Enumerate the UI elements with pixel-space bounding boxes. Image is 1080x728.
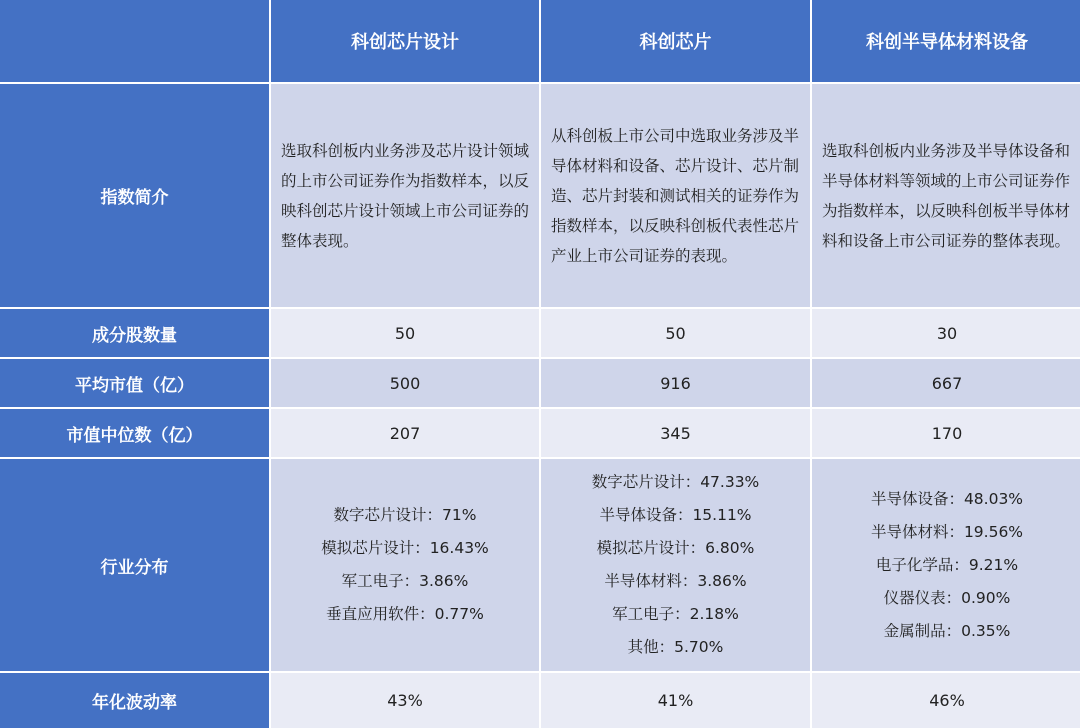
list-item: 模拟芯片设计：6.80% [596,539,755,557]
row-label-intro: 指数简介 [0,84,269,307]
list-item: 军工电子：3.86% [341,572,469,590]
table-cell: 170 [812,409,1080,457]
header-corner [0,0,269,82]
list-item: 半导体材料：19.56% [870,522,1024,541]
intro-semiconductor [812,84,1080,307]
list-item: 数字芯片设计：47.33% [591,473,760,491]
intro-chip [541,84,810,307]
list-item: 半导体材料：3.86% [604,572,747,590]
intro-chip-design [271,84,539,307]
table-cell: 46% [812,673,1080,728]
list-item: 半导体设备：48.03% [870,489,1024,508]
table-cell: 207 [271,409,539,457]
list-item: 半导体设备：15.11% [599,506,752,524]
table-cell: 916 [541,359,810,407]
intro-text: 选取科创板内业务涉及半导体设备和半导体材料等领域的上市公司证券作为指数样本，以反映科创板半导体材料和设备上市公司证券的整体表现。 [822,141,1071,250]
table-cell: 667 [812,359,1080,407]
list-item: 电子化学品：9.21% [875,555,1019,574]
row-label-median-market-cap: 市值中位数（亿） [0,409,269,457]
table-cell: 345 [541,409,810,457]
header-chip-design: 科创芯片设计 [271,0,539,82]
list-item: 数字芯片设计：71% [333,506,477,524]
industry-list-semiconductor [812,459,1080,671]
table-cell: 50 [541,309,810,357]
header-chip: 科创芯片 [541,0,810,82]
row-label-avg-market-cap: 平均市值（亿） [0,359,269,407]
list-item: 模拟芯片设计：16.43% [321,539,489,557]
list-item: 垂直应用软件：0.77% [326,605,484,623]
table-cell: 43% [271,673,539,728]
table-cell: 41% [541,673,810,728]
header-semiconductor-materials-equipment: 科创半导体材料设备 [812,0,1080,82]
list-item: 金属制品：0.35% [883,621,1011,640]
industry-list-chip-design [271,459,539,671]
row-label-industry-distribution: 行业分布 [0,459,269,671]
table-cell: 50 [271,309,539,357]
table-cell: 500 [271,359,539,407]
list-item: 仪器仪表：0.90% [883,588,1011,607]
list-item: 军工电子：2.18% [612,605,739,623]
list-item: 其他：5.70% [627,638,724,656]
intro-text: 从科创板上市公司中选取业务涉及半导体材料和设备、芯片设计、芯片制造、芯片封装和测试相关的证券作为指数样本，以反映科创板代表性芯片产业上市公司证券的表现。 [551,126,800,265]
row-label-annualized-volatility: 年化波动率 [0,673,269,728]
table-cell: 30 [812,309,1080,357]
row-label-constituents: 成分股数量 [0,309,269,357]
intro-text: 选取科创板内业务涉及芯片设计领域的上市公司证券作为指数样本，以反映科创芯片设计领域上市公司证券的整体表现。 [281,141,530,250]
industry-list-chip [541,459,810,671]
